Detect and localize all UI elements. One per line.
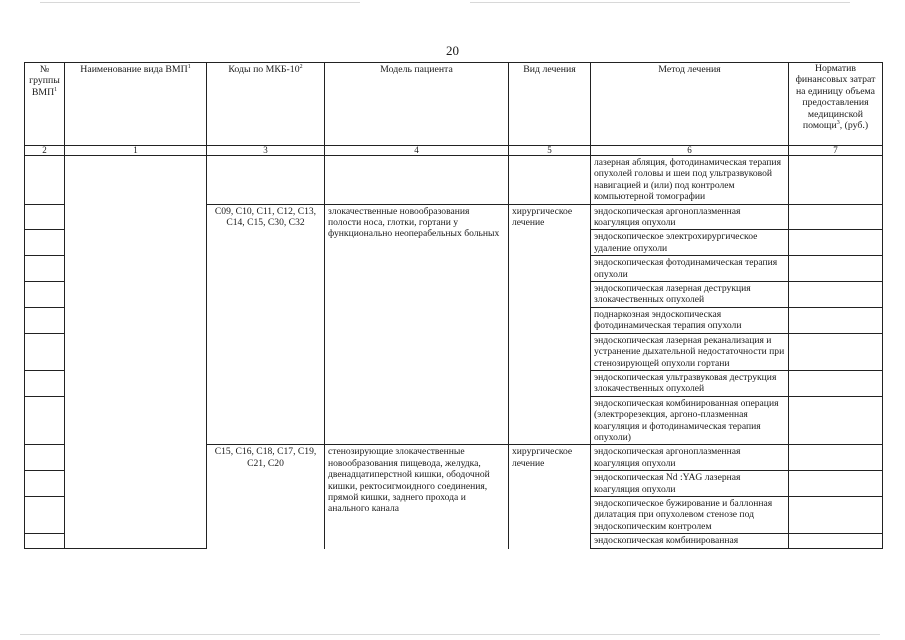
- norm-cell: [789, 204, 883, 230]
- group-cell: [25, 204, 65, 230]
- col-number: 4: [325, 146, 509, 156]
- model-cell: стенозирующие злокачественные новообразования пищевода, желудка, двенадцатиперстной кишки, ободочной кишки, ректосигмоидного соединения, прямой кишки, заднего прохода и анального канала: [325, 445, 509, 548]
- norm-cell: [789, 156, 883, 205]
- type-cell: хирургическое лечение: [509, 204, 591, 445]
- type-cell: [509, 156, 591, 205]
- col-header-group: № группы ВМП$^1$: [25, 63, 65, 146]
- page-number: 20: [446, 43, 459, 58]
- col-number: 2: [25, 146, 65, 156]
- method-cell: эндоскопическая ультразвуковая деструкция злокачественных опухолей: [591, 370, 789, 396]
- method-cell: эндоскопическая аргоноплазменная коагуляция опухоли: [591, 204, 789, 230]
- norm-cell: [789, 534, 883, 548]
- norm-cell: [789, 256, 883, 282]
- scan-artifact: [470, 2, 850, 3]
- method-cell: поднаркозная эндоскопическая фотодинамическая терапия опухоли: [591, 307, 789, 333]
- group-cell: [25, 396, 65, 445]
- group-cell: [25, 534, 65, 548]
- norm-cell: [789, 282, 883, 308]
- norm-cell: [789, 396, 883, 445]
- norm-cell: [789, 445, 883, 471]
- model-cell: злокачественные новообразования полости носа, глотки, гортани у функционально неоперабельных больных: [325, 204, 509, 445]
- vmp-table: [24, 62, 883, 549]
- col-number: 5: [509, 146, 591, 156]
- group-cell: [25, 256, 65, 282]
- col-number: 7: [789, 146, 883, 156]
- column-number-row: [25, 146, 883, 156]
- norm-cell: [789, 496, 883, 533]
- method-cell: лазерная абляция, фотодинамическая терапия опухолей головы и шеи под ультразвуковой навигацией и (или) под контролем компьютерной томографии: [591, 156, 789, 205]
- col-number: 3: [207, 146, 325, 156]
- norm-cell: [789, 230, 883, 256]
- col-number: 1: [65, 146, 207, 156]
- group-cell: [25, 230, 65, 256]
- col-header-codes: Коды по МКБ-$10^2$: [207, 63, 325, 146]
- group-cell: [25, 370, 65, 396]
- method-cell: эндоскопическая комбинированная: [591, 534, 789, 548]
- group-cell: [25, 282, 65, 308]
- col-header-method: Метод лечения: [591, 63, 789, 146]
- header-row: [25, 63, 883, 146]
- codes-cell: C09, C10, C11, C12, C13, C14, C15, C30, C32: [207, 204, 325, 445]
- norm-cell: [789, 333, 883, 370]
- table-row: [25, 156, 883, 205]
- vmp-name-cell: [65, 156, 207, 549]
- method-cell: эндоскопическое электрохирургическое удаление опухоли: [591, 230, 789, 256]
- group-cell: [25, 333, 65, 370]
- group-cell: [25, 496, 65, 533]
- method-cell: эндоскопическая лазерная реканализация и устранение дыхательной недостаточности при стенозирующей опухоли гортани: [591, 333, 789, 370]
- group-cell: [25, 471, 65, 497]
- scan-artifact: [40, 2, 360, 3]
- method-cell: эндоскопическая фотодинамическая терапия опухоли: [591, 256, 789, 282]
- method-cell: эндоскопическая лазерная деструкция злокачественных опухолей: [591, 282, 789, 308]
- group-cell: [25, 445, 65, 471]
- col-header-norm: Норматив финансовых затрат на единицу объема предоставления медицинской помощи$^3$, (руб.): [789, 63, 883, 146]
- col-header-type: Вид лечения: [509, 63, 591, 146]
- model-cell: [325, 156, 509, 205]
- method-cell: эндоскопическая аргоноплазменная коагуляция опухоли: [591, 445, 789, 471]
- col-number: 6: [591, 146, 789, 156]
- group-cell: [25, 156, 65, 205]
- col-header-model: Модель пациента: [325, 63, 509, 146]
- group-cell: [25, 307, 65, 333]
- method-cell: эндоскопическое бужирование и баллонная дилатация при опухолевом стенозе под эндоскопическим контролем: [591, 496, 789, 533]
- scan-artifact: [20, 634, 880, 635]
- norm-cell: [789, 471, 883, 497]
- method-cell: эндоскопическая комбинированная операция (электрорезекция, аргоно-плазменная коагуляция и фотодинамическая терапия опухоли): [591, 396, 789, 445]
- type-cell: хирургическое лечение: [509, 445, 591, 548]
- codes-cell: C15, C16, C18, C17, C19, C21, C20: [207, 445, 325, 548]
- codes-cell: [207, 156, 325, 205]
- col-header-name: Наименование вида ВМП$^1$: [65, 63, 207, 146]
- norm-cell: [789, 307, 883, 333]
- method-cell: эндоскопическая Nd :YAG лазерная коагуляция опухоли: [591, 471, 789, 497]
- norm-cell: [789, 370, 883, 396]
